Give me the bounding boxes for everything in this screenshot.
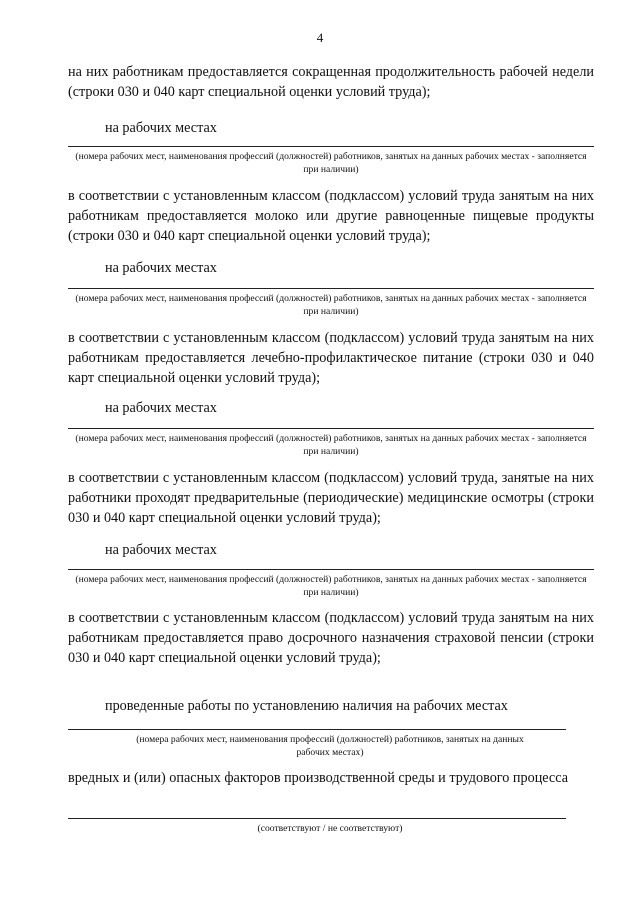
label-workplaces: на рабочих местах: [105, 542, 217, 558]
paragraph-reduced-work-week: на них работникам предоставляется сокращенная продолжительность рабочей недели (строки 030 и 040 карт специальной оценки условий труда);: [68, 64, 594, 100]
field-caption: (номера рабочих мест, наименования профессий (должностей) работников, занятых на данных рабочих местах - заполняется при наличии): [75, 574, 587, 598]
paragraph-medical-exams: в соответствии с установленным классом (подклассом) условий труда, занятые на них работники проходят предварительные (периодические) медицинские осмотры (строки 030 и 040 карт специальной оценки условий труда);: [68, 470, 594, 526]
paragraph-therapeutic-nutrition: в соответствии с установленным классом (подклассом) условий труда занятым на них работникам предоставляется лечебно-профилактическое питание (строки 030 и 040 карт специальной оценки условий труда);: [68, 330, 594, 386]
fill-line[interactable]: [68, 288, 594, 289]
fill-line[interactable]: [68, 146, 594, 147]
fill-line[interactable]: [68, 569, 594, 570]
label-work-performed: проведенные работы по установлению наличия на рабочих местах: [105, 698, 508, 714]
page-number: 4: [316, 30, 324, 45]
field-caption: (номера рабочих мест, наименования профессий (должностей) работников, занятых на данных рабочих местах - заполняется при наличии): [75, 433, 587, 457]
fill-line[interactable]: [68, 818, 566, 819]
fill-line[interactable]: [68, 729, 566, 730]
label-workplaces: на рабочих местах: [105, 400, 217, 416]
field-caption: (номера рабочих мест, наименования профессий (должностей) работников, занятых на данных рабочих местах - заполняется при наличии): [75, 293, 587, 317]
label-workplaces: на рабочих местах: [105, 260, 217, 276]
label-workplaces: на рабочих местах: [105, 120, 217, 136]
field-caption: (номера рабочих мест, наименования профессий (должностей) работников, занятых на данных рабочих местах - заполняется при наличии): [75, 151, 587, 175]
paragraph-harmful-factors: вредных и (или) опасных факторов производственной среды и трудового процесса: [68, 770, 568, 786]
paragraph-milk: в соответствии с установленным классом (подклассом) условий труда занятым на них работникам предоставляется молоко или другие равноценные пищевые продукты (строки 030 и 040 карт специальной оценки условий труда);: [68, 188, 594, 244]
field-caption-compliance: (соответствуют / не соответствуют): [257, 823, 403, 834]
field-caption: (номера рабочих мест, наименования профессий (должностей) работников, занятых на данных рабочих местах): [136, 734, 524, 758]
paragraph-early-pension: в соответствии с установленным классом (подклассом) условий труда занятым на них работникам предоставляется право досрочного назначения страховой пенсии (строки 030 и 040 карт специальной оценки условий труда);: [68, 610, 594, 666]
fill-line[interactable]: [68, 428, 594, 429]
